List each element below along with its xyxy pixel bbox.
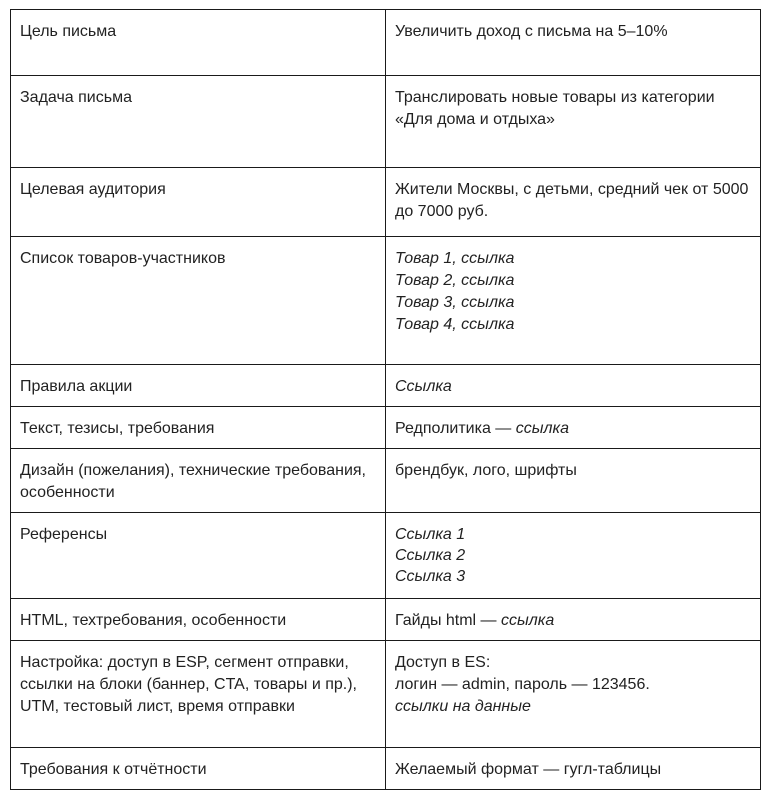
row-label: Целевая аудитория — [11, 168, 386, 237]
html-guide-link[interactable]: ссылка — [501, 612, 555, 629]
editorial-policy-link[interactable]: ссылка — [515, 420, 569, 437]
table-row — [11, 513, 761, 599]
row-label: Текст, тезисы, требования — [11, 407, 386, 449]
row-value[interactable]: Ссылка — [386, 365, 761, 407]
table-row — [11, 599, 761, 641]
table-row — [11, 641, 761, 748]
table-row — [11, 10, 761, 76]
row-value — [386, 599, 761, 641]
row-label: Настройка: доступ в ESP, сегмент отправки, ссылки на блоки (баннер, CTA, товары и пр.), UTM, тестовый лист, время отправки — [11, 641, 386, 748]
row-value: Желаемый формат — гугл-таблицы — [386, 748, 761, 790]
row-label: Правила акции — [11, 365, 386, 407]
table-row — [11, 365, 761, 407]
reference-link[interactable]: Ссылка 2 — [395, 547, 466, 564]
row-value: Транслировать новые товары из категории «Для дома и отдыха» — [386, 76, 761, 168]
product-link[interactable]: Товар 1, ссылка — [395, 250, 515, 267]
product-link[interactable]: Товар 3, ссылка — [395, 294, 515, 311]
table-row — [11, 449, 761, 513]
row-value — [386, 237, 761, 365]
row-value — [386, 641, 761, 748]
row-label: Референсы — [11, 513, 386, 599]
brief-table — [10, 9, 761, 790]
table-row — [11, 168, 761, 237]
reference-link[interactable]: Ссылка 3 — [395, 568, 466, 585]
access-line: Доступ в ES: — [395, 654, 491, 671]
row-label: Цель письма — [11, 10, 386, 76]
row-label: Требования к отчётности — [11, 748, 386, 790]
row-value: Жители Москвы, с детьми, средний чек от 5000 до 7000 руб. — [386, 168, 761, 237]
table-row — [11, 407, 761, 449]
product-link[interactable]: Товар 4, ссылка — [395, 316, 515, 333]
reference-link[interactable]: Ссылка 1 — [395, 526, 466, 543]
row-label: HTML, техтребования, особенности — [11, 599, 386, 641]
value-prefix: Редполитика — — [395, 420, 516, 437]
product-link[interactable]: Товар 2, ссылка — [395, 272, 515, 289]
row-value: брендбук, лого, шрифты — [386, 449, 761, 513]
table-row — [11, 237, 761, 365]
access-line: логин — admin, пароль — 123456. — [395, 676, 650, 693]
value-prefix: Гайды html — — [395, 612, 501, 629]
data-links[interactable]: ссылки на данные — [395, 698, 531, 715]
row-value — [386, 513, 761, 599]
table-row — [11, 748, 761, 790]
row-label: Список товаров-участников — [11, 237, 386, 365]
row-label: Задача письма — [11, 76, 386, 168]
table-row — [11, 76, 761, 168]
row-label: Дизайн (пожелания), технические требования, особенности — [11, 449, 386, 513]
row-value: Увеличить доход с письма на 5–10% — [386, 10, 761, 76]
row-value — [386, 407, 761, 449]
